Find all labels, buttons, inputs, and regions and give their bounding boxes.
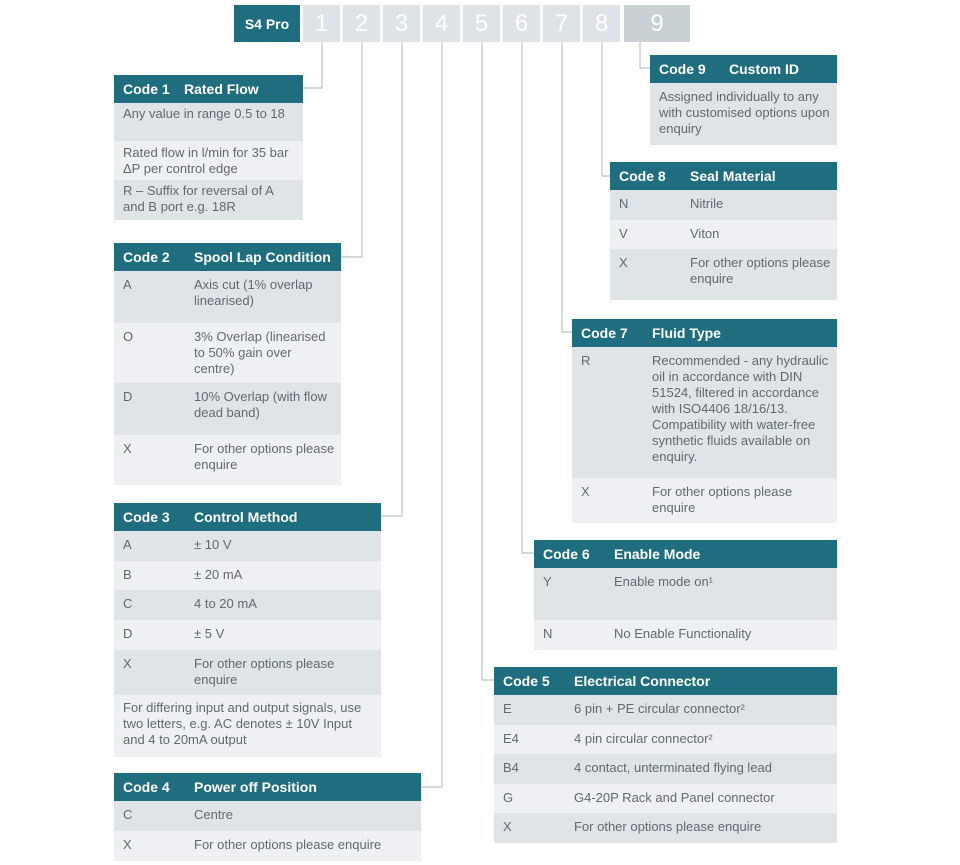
code5-row-key: G <box>503 790 514 805</box>
model-label: S4 Pro <box>234 5 300 42</box>
code1-header <box>114 75 303 103</box>
code5-table <box>494 667 837 843</box>
code3-row-value: ± 10 V <box>194 537 232 552</box>
code4-row-key: X <box>123 837 132 852</box>
code1-code: Code 1 <box>123 81 170 97</box>
code4-row-key: C <box>123 807 133 822</box>
code-position-1: 1 <box>303 5 340 42</box>
code8-row-value: For other options please enquire <box>690 255 831 286</box>
code5-row-value: For other options please enquire <box>574 819 762 834</box>
code7-row <box>572 478 837 523</box>
code5-row-value: 6 pin + PE circular connector² <box>574 701 745 716</box>
code1-note-suffix: R – Suffix for reversal of A and B port e.g. 18R <box>114 180 303 220</box>
code3-header <box>114 503 381 531</box>
code2-row-value: For other options please enquire <box>194 441 335 472</box>
code4-row <box>114 831 421 861</box>
code3-row <box>114 561 381 590</box>
code4-title: Power off Position <box>194 779 317 795</box>
code6-row <box>534 568 837 620</box>
code2-row-value: Axis cut (1% overlap linearised) <box>194 277 313 308</box>
code-position-4: 4 <box>423 5 460 42</box>
code7-row-value: Recommended - any hydraulic oil in accordance with DIN 51524, filtered in accordance with ISO4406 18/16/13. Compatibility with water-free synthetic fluids available on enquiry. <box>652 353 829 464</box>
code-position-5: 5 <box>463 5 500 42</box>
code2-table <box>114 243 341 485</box>
code2-row <box>114 435 341 485</box>
code5-row <box>494 695 837 725</box>
code1-note-range: Any value in range 0.5 to 18 <box>114 103 303 141</box>
code5-row-value: 4 pin circular connector² <box>574 731 713 746</box>
code7-table <box>572 319 837 523</box>
code8-row-key: X <box>619 255 628 270</box>
code2-header <box>114 243 341 271</box>
code6-row-value: Enable mode on¹ <box>614 574 714 589</box>
code-position-6: 6 <box>503 5 540 42</box>
code2-title: Spool Lap Condition <box>194 249 331 265</box>
code4-code: Code 4 <box>123 779 170 795</box>
code9-table <box>650 55 837 145</box>
code5-row <box>494 725 837 754</box>
code9-header <box>650 55 837 83</box>
code1-title: Rated Flow <box>184 81 259 97</box>
code9-title: Custom ID <box>729 61 799 77</box>
code3-row <box>114 650 381 695</box>
code5-code: Code 5 <box>503 673 550 689</box>
code3-title: Control Method <box>194 509 298 525</box>
code8-row-key: V <box>619 226 628 241</box>
code7-code: Code 7 <box>581 325 628 341</box>
code5-row <box>494 754 837 784</box>
code3-row-key: B <box>123 567 132 582</box>
code2-row-key: D <box>123 389 133 404</box>
code3-row <box>114 620 381 650</box>
code5-row-key: E <box>503 701 512 716</box>
code8-row-value: Nitrile <box>690 196 724 211</box>
code8-header <box>610 162 837 190</box>
code5-header <box>494 667 837 695</box>
code2-row <box>114 383 341 435</box>
code6-row-key: N <box>543 626 553 641</box>
code8-code: Code 8 <box>619 168 666 184</box>
code3-row <box>114 531 381 561</box>
code6-table <box>534 540 837 650</box>
code5-row-key: B4 <box>503 760 519 775</box>
code6-row <box>534 620 837 650</box>
code7-row-value: For other options please enquire <box>652 484 793 515</box>
code6-code: Code 6 <box>543 546 590 562</box>
code2-row-value: 10% Overlap (with flow dead band) <box>194 389 327 420</box>
code2-row <box>114 323 341 383</box>
code-position-8: 8 <box>583 5 620 42</box>
code-position-9: 9 <box>624 5 690 42</box>
code3-row-value: ± 5 V <box>194 626 225 641</box>
code3-table <box>114 503 381 757</box>
code5-row-value: 4 contact, unterminated flying lead <box>574 760 773 775</box>
code8-row <box>610 249 837 300</box>
code5-row-key: X <box>503 819 512 834</box>
code3-row-key: D <box>123 626 133 641</box>
code-position-3: 3 <box>383 5 420 42</box>
code5-row <box>494 813 837 843</box>
code1-table <box>114 75 303 220</box>
code7-row-key: X <box>581 484 590 499</box>
code6-title: Enable Mode <box>614 546 701 562</box>
code6-row-key: Y <box>543 574 552 589</box>
code4-table <box>114 773 421 861</box>
code7-row-key: R <box>581 353 591 368</box>
code3-row <box>114 590 381 620</box>
code8-row <box>610 190 837 220</box>
code2-row-key: O <box>123 329 134 344</box>
code-position-7: 7 <box>543 5 580 42</box>
code8-row-key: N <box>619 196 629 211</box>
code4-row <box>114 801 421 831</box>
code8-row-value: Viton <box>690 226 720 241</box>
code5-title: Electrical Connector <box>574 673 711 689</box>
code5-row-value: G4-20P Rack and Panel connector <box>574 790 775 805</box>
code6-header <box>534 540 837 568</box>
code9-code: Code 9 <box>659 61 706 77</box>
code9-note: Assigned individually to any with customised options upon enquiry <box>650 83 837 145</box>
code4-row-value: For other options please enquire <box>194 837 382 852</box>
code8-row <box>610 220 837 249</box>
code2-code: Code 2 <box>123 249 170 265</box>
code6-row-value: No Enable Functionality <box>614 626 752 641</box>
code7-row <box>572 347 837 478</box>
code3-row-value: 4 to 20 mA <box>194 596 257 611</box>
code4-header <box>114 773 421 801</box>
code5-row <box>494 784 837 813</box>
code4-row-value: Centre <box>194 807 234 822</box>
code1-note-rated-flow: Rated flow in l/min for 35 bar ΔP per control edge <box>114 141 303 180</box>
code3-row-value: For other options please enquire <box>194 656 335 687</box>
code3-note: For differing input and output signals, use two letters, e.g. AC denotes ± 10V Input and 4 to 20mA output <box>114 695 381 757</box>
code7-header <box>572 319 837 347</box>
code3-row-value: ± 20 mA <box>194 567 243 582</box>
code7-title: Fluid Type <box>652 325 721 341</box>
code8-title: Seal Material <box>690 168 776 184</box>
code2-row-key: X <box>123 441 132 456</box>
code2-row-value: 3% Overlap (linearised to 50% gain over centre) <box>194 329 326 376</box>
code3-row-key: C <box>123 596 133 611</box>
code3-row-key: A <box>123 537 132 552</box>
code-position-2: 2 <box>343 5 380 42</box>
code2-row-key: A <box>123 277 132 292</box>
code8-table <box>610 162 837 300</box>
code2-row <box>114 271 341 323</box>
code5-row-key: E4 <box>503 731 519 746</box>
code3-code: Code 3 <box>123 509 170 525</box>
code3-row-key: X <box>123 656 132 671</box>
